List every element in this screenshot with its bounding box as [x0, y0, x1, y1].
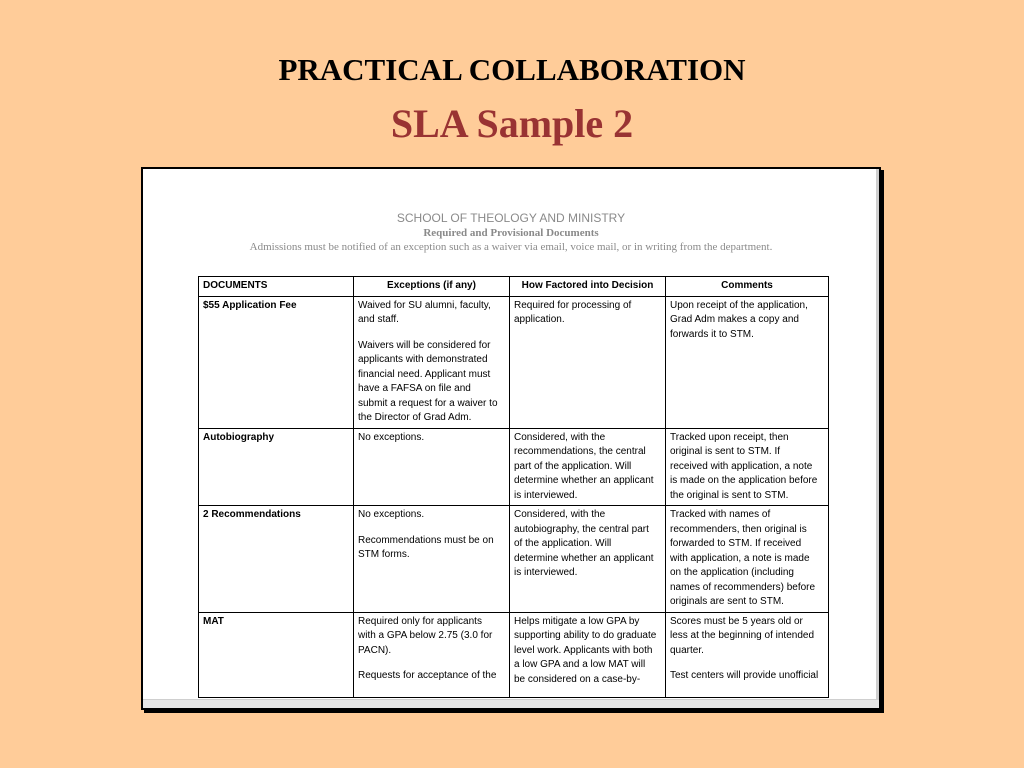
- column-header-comments: Comments: [666, 277, 829, 297]
- cell-text: Waivers will be considered for applicants with demonstrated financial need. Applicant must have a FAFSA on file and submit a request for a waiver to the Director of Grad Adm.: [358, 339, 498, 423]
- slide-subtitle: SLA Sample 2: [390, 101, 634, 146]
- document-header: [143, 211, 879, 255]
- cell-text: Required only for applicants with a GPA below 2.75 (3.0 for PACN).: [358, 615, 493, 656]
- exceptions-cell: [354, 612, 510, 697]
- factored-cell: [510, 428, 666, 506]
- table-row: [199, 296, 829, 428]
- slide-title: PRACTICAL COLLABORATION: [278, 52, 746, 87]
- cell-text: Helps mitigate a low GPA by supporting ability to do graduate level work. Applicants with both a low GPA and a low MAT will be considered on a case-by-: [514, 615, 657, 685]
- admissions-note: Admissions must be notified of an exception such as a waiver via email, voice mail, or in writing from the department.: [249, 241, 773, 253]
- document-name: Autobiography: [199, 428, 354, 506]
- cell-text: No exceptions.: [358, 431, 425, 443]
- exceptions-cell: [354, 296, 510, 428]
- cell-text: Recommendations must be on STM forms.: [358, 534, 494, 560]
- document-name: $55 Application Fee: [199, 296, 354, 428]
- cell-text: Considered, with the autobiography, the central part of the application. Will determine whether an applicant is interviewed.: [514, 509, 654, 578]
- cell-text: Tracked upon receipt, then original is sent to STM. If received with application, a note is made on the application before the original is sent to STM.: [670, 431, 818, 501]
- document-name: 2 Recommendations: [199, 506, 354, 613]
- comments-cell: [666, 506, 829, 613]
- column-header-exceptions: Exceptions (if any): [354, 277, 510, 297]
- cell-text: No exceptions.: [358, 509, 425, 520]
- cell-text: Considered, with the recommendations, the central part of the application. Will determine whether an applicant is interviewed.: [514, 431, 654, 501]
- cell-text: Tracked with names of recommenders, then original is forwarded to STM. If received with application, a note is made on the application (including names of recommenders) before originals are sent to STM.: [670, 509, 816, 607]
- table-row: [199, 428, 829, 506]
- documents-table: [198, 276, 829, 698]
- table-row: [199, 506, 829, 613]
- cell-text: Required for processing of application.: [514, 299, 632, 325]
- cell-text: Waived for SU alumni, faculty, and staff.: [358, 299, 491, 325]
- table-header-row: [199, 277, 829, 297]
- column-header-documents: DOCUMENTS: [199, 277, 354, 297]
- factored-cell: [510, 612, 666, 697]
- factored-cell: [510, 506, 666, 613]
- comments-cell: [666, 612, 829, 697]
- table-row: [199, 612, 829, 697]
- exceptions-cell: [354, 428, 510, 506]
- factored-cell: [510, 296, 666, 428]
- school-name: SCHOOL OF THEOLOGY AND MINISTRY: [396, 211, 626, 225]
- cell-text: Scores must be 5 years old or less at the beginning of intended quarter.: [670, 615, 814, 656]
- document-heading: Required and Provisional Documents: [423, 227, 599, 239]
- document-frame: [141, 167, 881, 710]
- cell-text: Test centers will provide unofficial: [670, 670, 819, 681]
- exceptions-cell: [354, 506, 510, 613]
- column-header-factored: How Factored into Decision: [510, 277, 666, 297]
- document-name: MAT: [199, 612, 354, 697]
- frame-shade-bottom: [143, 699, 879, 708]
- comments-cell: [666, 428, 829, 506]
- cell-text: Upon receipt of the application, Grad Adm makes a copy and forwards it to STM.: [670, 299, 808, 340]
- comments-cell: [666, 296, 829, 428]
- cell-text: Requests for acceptance of the: [358, 670, 497, 681]
